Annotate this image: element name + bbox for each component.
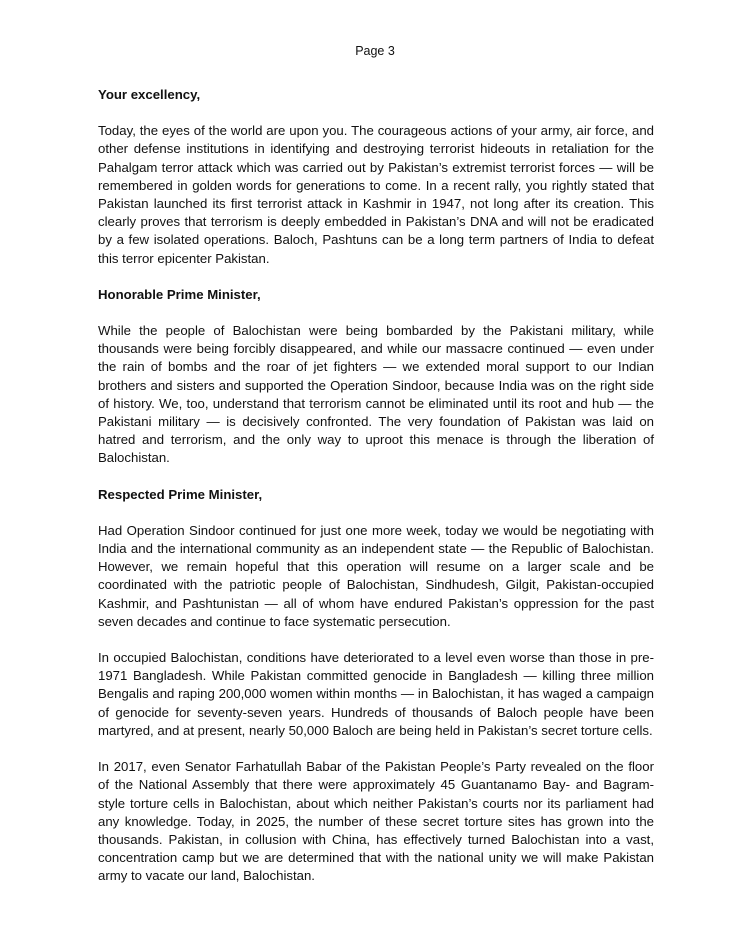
salutation-your-excellency: Your excellency, bbox=[98, 87, 201, 102]
letter-body bbox=[98, 86, 654, 904]
paragraph: Had Operation Sindoor continued for just one more week, today we would be negotiating with India and the international community as an independent state — the Republic of Balochistan. However, we remain hopeful that this operation will resume on a larger scale and be coordinated with the patriotic people of Balochistan, Sindhudesh, Gilgit, Pakistan-occupied Kashmir, and Pashtunistan — all of whom have endured Pakistan’s oppression for the past seven decades and continue to face systematic persecution. bbox=[98, 522, 654, 629]
paragraph: While the people of Balochistan were being bombarded by the Pakistani military, while thousands were being forcibly disappeared, and while our massacre continued — even under the rain of bombs and the roar of jet fighters — we extended moral support to our Indian brothers and sisters and supported the Operation Sindoor, because India was on the right side of history. We, too, understand that terrorism cannot be eliminated until its root and hub — the Pakistani military — is decisively confronted. The very foundation of Pakistan was laid on hatred and terrorism, and the only way to uproot this menace is through the liberation of Balochistan. bbox=[98, 323, 654, 466]
salutation-respected-prime-minister: Respected Prime Minister, bbox=[98, 486, 263, 502]
salutation-honorable-prime-minister: Honorable Prime Minister, bbox=[98, 286, 261, 302]
paragraph: Today, the eyes of the world are upon you. The courageous actions of your army, air force, and other defense institutions in identifying and destroying terrorist hideouts in retaliation for the Pahalgam terror attack which was carried out by Pakistan’s extremist terrorist forces — will be remembered in golden words for generations to come. In a recent rally, you rightly stated that Pakistan launched its first terrorist attack in Kashmir in 1947, not long after its creation. This clearly proves that terrorism is deeply embedded in Pakistan’s DNA and will not be eradicated by a few isolated operations. Baloch, Pashtuns can be a long term partners of India to defeat this terror epicenter Pakistan. bbox=[98, 123, 654, 266]
paragraph: In 2017, even Senator Farhatullah Babar of the Pakistan People’s Party revealed on the floor of the National Assembly that there were approximately 45 Guantanamo Bay- and Bagram-style torture cells in Balochistan, about which neither Pakistan’s courts nor its parliament had any knowledge. Today, in 2025, the number of these secret torture sites has grown into the thousands. Pakistan, in collusion with China, has effectively turned Balochistan into a vast, concentration camp but we are determined that with the national unity we will make Pakistan army to vacate our land, Balochistan. bbox=[98, 759, 654, 884]
paragraph: In occupied Balochistan, conditions have deteriorated to a level even worse than those in pre-1971 Bangladesh. While Pakistan committed genocide in Bangladesh — killing three million Bengalis and raping 200,000 women within months — in Balochistan, it has waged a campaign of genocide for seventy-seven years. Hundreds of thousands of Baloch people have been martyred, and at present, nearly 50,000 Baloch are being held in Pakistan’s secret torture cells. bbox=[98, 650, 654, 738]
page-number: Page 3 bbox=[355, 44, 395, 58]
